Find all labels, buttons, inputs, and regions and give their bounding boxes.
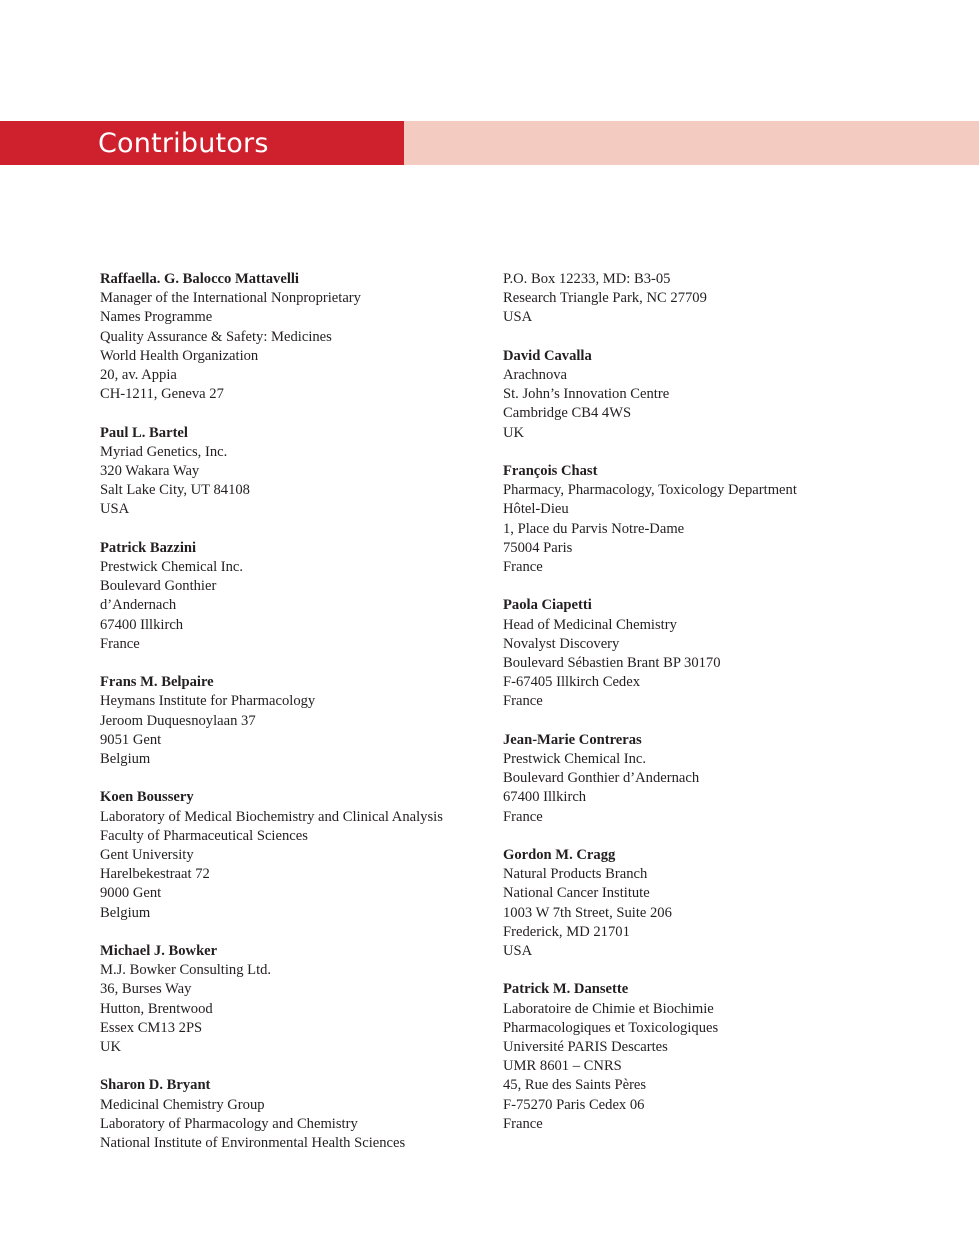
contributor-address-line: Medicinal Chemistry Group [100, 1096, 265, 1113]
contributor-address-line: 36, Burses Way [100, 981, 192, 998]
contributor-address-line: 45, Rue des Saints Pères [503, 1077, 647, 1094]
contributor-address-line: Prestwick Chemical Inc. [100, 559, 244, 576]
contributor-address-line: USA [503, 309, 533, 326]
contributor-name: Frans M. Belpaire [100, 674, 214, 691]
contributor-address-line: Belgium [100, 904, 151, 921]
contributor-address-line: F-67405 Illkirch Cedex [503, 674, 640, 691]
contributor-address-line: USA [503, 943, 533, 960]
contributor-address-line: 320 Wakara Way [100, 463, 200, 480]
contributor-address-line: UK [100, 1039, 122, 1056]
contributor-entry [100, 788, 490, 922]
contributor-address-line: M.J. Bowker Consulting Ltd. [100, 962, 272, 979]
contributor-address-line: Faculty of Pharmaceutical Sciences [100, 827, 308, 844]
contributor-address-line: France [503, 559, 543, 576]
contributor-address-line: F-75270 Paris Cedex 06 [503, 1096, 645, 1113]
contributor-address-line: World Health Organization [100, 347, 259, 364]
contributor-address-line: Hutton, Brentwood [100, 1000, 213, 1017]
contributor-entry [100, 942, 490, 1057]
contributor-address-line: France [100, 635, 140, 652]
contributor-entry [100, 270, 490, 404]
contributor-name: David Cavalla [503, 347, 592, 364]
contributor-address-line: Heymans Institute for Pharmacology [100, 693, 316, 710]
contributor-address-line: USA [100, 501, 130, 518]
contributor-address-line: Gent University [100, 847, 194, 864]
contributor-address-line: Quality Assurance & Safety: Medicines [100, 328, 332, 345]
contributor-address-line: Arachnova [503, 367, 568, 383]
contributor-name: Paola Ciapetti [503, 597, 592, 614]
contributor-name: Koen Boussery [100, 789, 194, 806]
contributor-address-line: Myriad Genetics, Inc. [100, 443, 228, 460]
contributor-name: Michael J. Bowker [100, 943, 218, 960]
contributors-right-column [503, 270, 903, 1153]
contributor-address-line: 20, av. Appia [100, 367, 177, 384]
contributor-entry [503, 462, 903, 577]
contributor-address-line: Salt Lake City, UT 84108 [100, 482, 250, 499]
contributor-address-line: Jeroom Duquesnoylaan 37 [100, 712, 256, 729]
contributor-address-line: Names Programme [100, 309, 213, 326]
contributor-entry [503, 596, 903, 711]
contributor-entry [100, 673, 490, 769]
contributor-address-line: Boulevard Sébastien Brant BP 30170 [503, 655, 721, 672]
contributor-address-line: Université PARIS Descartes [503, 1039, 668, 1056]
contributor-address-line: Cambridge CB4 4WS [503, 405, 632, 422]
banner-red-block [0, 121, 404, 165]
contributor-name: Patrick Bazzini [100, 539, 197, 556]
contributor-address-line: Pharmacy, Pharmacology, Toxicology Department [503, 482, 797, 499]
contributor-address-line: Laboratoire de Chimie et Biochimie [503, 1000, 714, 1017]
contributor-name: Raffaella. G. Balocco Mattavelli [100, 271, 299, 287]
contributor-address-line: 1, Place du Parvis Notre-Dame [503, 520, 685, 537]
contributor-entry [503, 347, 903, 443]
contributor-address-line: France [503, 693, 543, 710]
contributor-address-line: 67400 Illkirch [503, 789, 587, 806]
contributor-address-line: d’Andernach [100, 597, 177, 614]
contributor-entry [100, 424, 490, 520]
contributor-address-line: Belgium [100, 751, 151, 768]
contributor-entry [503, 980, 903, 1134]
contributor-address-line: Laboratory of Pharmacology and Chemistry [100, 1115, 358, 1132]
contributor-address-line: Frederick, MD 21701 [503, 923, 630, 940]
contributor-address-line: Natural Products Branch [503, 866, 648, 883]
contributor-address-line: UMR 8601 – CNRS [503, 1058, 622, 1075]
contributor-address-line: National Institute of Environmental Health Sciences [100, 1135, 406, 1152]
contributor-entry [503, 731, 903, 827]
contributor-address-line: Hôtel-Dieu [503, 501, 569, 518]
contributor-name: Paul L. Bartel [100, 424, 188, 441]
contributor-entry [503, 270, 903, 328]
contributor-entry [100, 1076, 490, 1153]
contributor-address-line: 9051 Gent [100, 731, 162, 748]
contributor-address-line: France [503, 1115, 543, 1132]
contributor-address-line: Prestwick Chemical Inc. [503, 751, 647, 768]
contributor-address-line: 67400 Illkirch [100, 616, 184, 633]
contributor-address-line: Laboratory of Medical Biochemistry and Clinical Analysis [100, 808, 443, 825]
contributor-name: Gordon M. Cragg [503, 847, 616, 864]
contributor-address-line: Essex CM13 2PS [100, 1019, 203, 1036]
banner-pink-block [404, 121, 979, 165]
contributor-address-line: Pharmacologiques et Toxicologiques [503, 1019, 719, 1036]
contributor-address-line: Boulevard Gonthier [100, 578, 217, 595]
contributor-address-line: UK [503, 424, 525, 441]
page-title: Contributors [98, 128, 269, 159]
contributor-name: Patrick M. Dansette [503, 981, 629, 998]
contributor-address-line: Head of Medicinal Chemistry [503, 616, 677, 633]
contributor-address-line: France [503, 808, 543, 825]
contributor-address-line: Novalyst Discovery [503, 635, 620, 652]
contributor-entry [100, 539, 490, 654]
contributor-name: François Chast [503, 463, 598, 479]
contributors-left-column [100, 270, 490, 1172]
contributor-entry [503, 846, 903, 961]
contributor-name: Jean-Marie Contreras [503, 731, 642, 748]
contributor-address-line: National Cancer Institute [503, 885, 650, 902]
contributor-address-line: Boulevard Gonthier d’Andernach [503, 770, 700, 787]
contributor-address-line: P.O. Box 12233, MD: B3-05 [503, 271, 671, 287]
contributor-address-line: Manager of the International Nonproprietary [100, 290, 361, 307]
contributor-address-line: CH-1211, Geneva 27 [100, 386, 224, 403]
contributor-address-line: 75004 Paris [503, 539, 573, 556]
contributor-address-line: Harelbekestraat 72 [100, 866, 210, 883]
contributor-address-line: 1003 W 7th Street, Suite 206 [503, 904, 672, 921]
contributor-name: Sharon D. Bryant [100, 1077, 211, 1094]
contributor-address-line: Research Triangle Park, NC 27709 [503, 290, 707, 307]
contributor-address-line: St. John’s Innovation Centre [503, 386, 670, 403]
header-banner [0, 121, 979, 165]
contributor-address-line: 9000 Gent [100, 885, 162, 902]
